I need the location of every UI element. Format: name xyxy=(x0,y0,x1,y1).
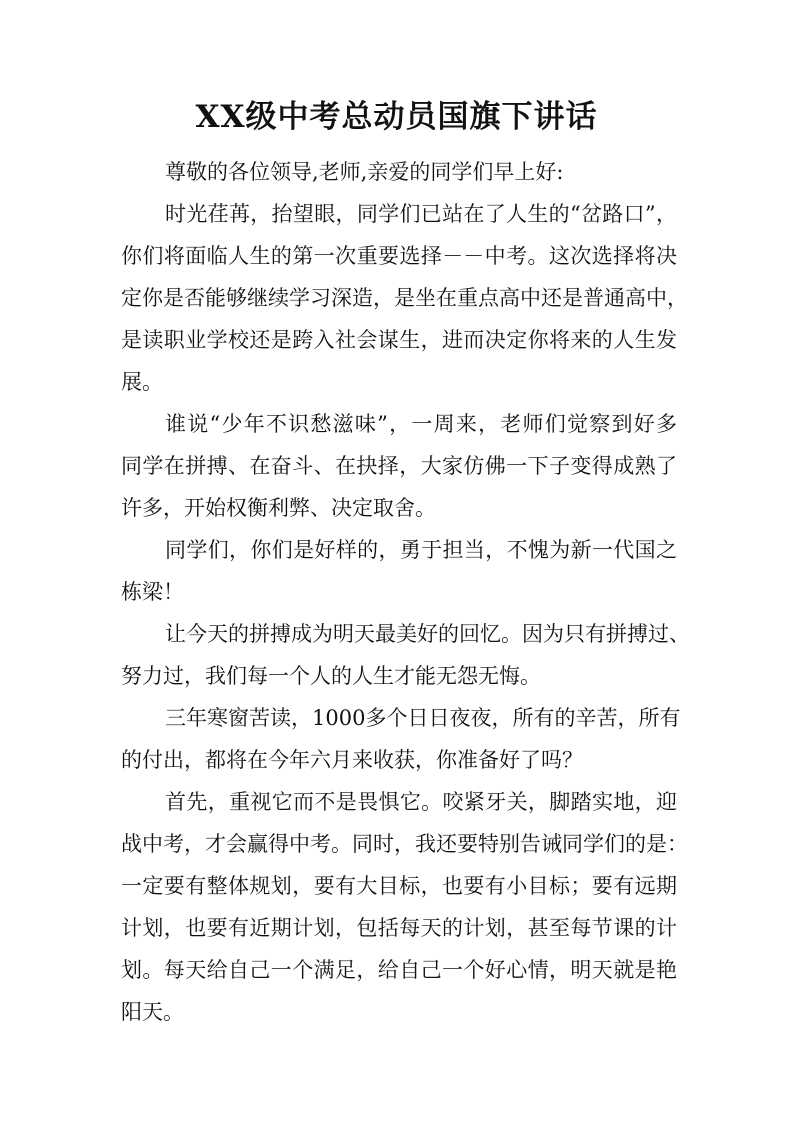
document-title: XX级中考总动员国旗下讲话 xyxy=(195,99,598,135)
paragraph xyxy=(121,403,677,529)
paragraph-line: 划。每天给自己一个满足，给自己一个好心情，明天就是艳 xyxy=(121,958,677,982)
paragraph xyxy=(121,151,677,193)
paragraph-line: 战中考，才会赢得中考。同时，我还要特别告诫同学们的是： xyxy=(121,832,688,856)
paragraph-line: 你们将面临人生的第一次重要选择－－中考。这次选择将决 xyxy=(121,244,677,268)
paragraph-line: 是读职业学校还是跨入社会谋生，进而决定你将来的人生发 xyxy=(121,328,677,352)
paragraph xyxy=(121,697,681,781)
document-body xyxy=(121,151,690,1033)
paragraph xyxy=(121,613,690,697)
paragraph-line: 许多，开始权衡利弊、决定取舍。 xyxy=(121,496,436,520)
paragraph-line: 让今天的拼搏成为明天最美好的回忆。因为只有拼搏过、 xyxy=(165,622,690,646)
paragraph-line: 阳天。 xyxy=(121,1000,184,1024)
paragraph-line: 同学们，你们是好样的，勇于担当，不愧为新一代国之 xyxy=(165,538,677,562)
paragraph-line: 努力过，我们每一个人的人生才能无怨无悔。 xyxy=(121,664,541,688)
paragraph-line: 定你是否能够继续学习深造，是坐在重点高中还是普通高中， xyxy=(121,286,688,310)
paragraph-line: 计划，也要有近期计划，包括每天的计划，甚至每节课的计 xyxy=(121,916,677,940)
paragraph-line: 尊敬的各位领导,老师,亲爱的同学们早上好: xyxy=(165,160,564,184)
paragraph xyxy=(121,193,688,403)
paragraph-line: 一定要有整体规划，要有大目标，也要有小目标；要有远期 xyxy=(121,874,677,898)
paragraph-line: 三年寒窗苦读，1000多个日日夜夜，所有的辛苦，所有 xyxy=(165,706,681,730)
paragraph-line: 谁说“少年不识愁滋味”，一周来，老师们觉察到好多 xyxy=(165,412,677,436)
paragraph xyxy=(121,529,677,613)
paragraph-line: 的付出，都将在今年六月来收获，你准备好了吗？ xyxy=(121,748,583,772)
paragraph-line: 首先，重视它而不是畏惧它。咬紧牙关，脚踏实地，迎 xyxy=(165,790,677,814)
paragraph-line: 栋梁！ xyxy=(121,580,184,604)
paragraph-line: 展。 xyxy=(121,370,163,394)
paragraph-line: 时光荏苒，抬望眼，同学们已站在了人生的“岔路口”， xyxy=(165,202,677,226)
paragraph xyxy=(121,781,688,1033)
paragraph-line: 同学在拼搏、在奋斗、在抉择，大家仿佛一下子变得成熟了 xyxy=(121,454,677,478)
